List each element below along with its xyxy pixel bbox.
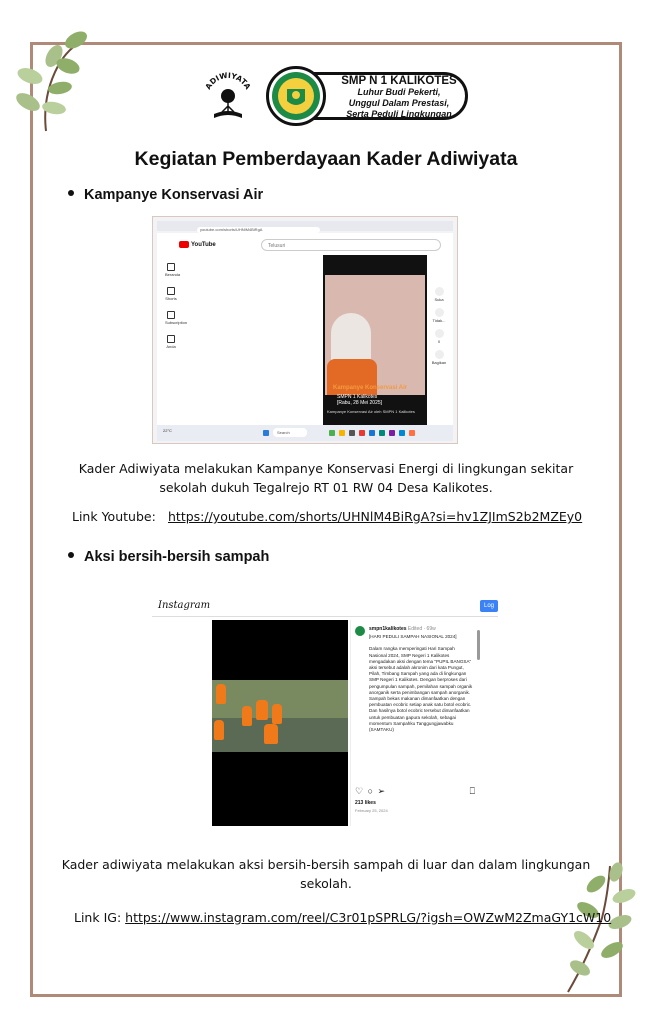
- post-date: February 25, 2024: [355, 808, 388, 813]
- app-icon: [339, 430, 345, 436]
- bookmark-icon: ⎕: [469, 786, 475, 796]
- video-caption-desc: Kampanye Konservasi Air oleh SMPN 1 Kalikotes: [327, 409, 415, 414]
- share-icon: ➢: [377, 786, 386, 796]
- dislike-icon: [435, 308, 444, 317]
- instagram-link-row: [74, 910, 611, 925]
- adiwiyata-logo: [200, 68, 256, 124]
- weather-text: 22°C: [163, 428, 172, 433]
- motto-line: Unggul Dalam Prestasi,: [348, 98, 450, 108]
- page-title: Kegiatan Pemberdayaan Kader Adiwiyata: [134, 148, 518, 170]
- svg-text:ADIWIYATA: [203, 71, 252, 92]
- adiwiyata-logo-text: ADIWIYATA: [203, 70, 253, 92]
- section-description: Kader Adiwiyata melakukan Kampanye Konservasi Energi di lingkungan sekitar sekolah dukuh Tegalrejo RT 01 RW 04 Desa Kalikotes.: [78, 461, 574, 495]
- video-actions: Suka Tidak... 0 Bagikan: [429, 281, 449, 365]
- section-description: Kader adiwiyata melakukan aksi bersih-bersih sampah di luar dan dalam lingkungan sekolah.: [61, 857, 591, 891]
- likes-count: 213 likes: [355, 800, 376, 806]
- school-badge: [266, 66, 472, 126]
- play-icon: [179, 241, 189, 248]
- post-username: smpn1kalikotes Edited · 69w: [369, 626, 436, 632]
- instagram-screenshot: [152, 596, 498, 828]
- instagram-link[interactable]: https://www.instagram.com/reel/C3r01pSPRLG/?igsh=OWZwM2ZmaGY1cW10: [125, 910, 612, 925]
- comment-icon: [435, 329, 444, 338]
- heart-icon: ♡: [355, 786, 364, 796]
- sidebar-item: Anda: [165, 335, 177, 349]
- bullet-icon: [68, 190, 74, 196]
- link-label: Link Youtube:: [72, 509, 156, 524]
- login-button: Log: [480, 600, 498, 612]
- sidebar-item: Shorts: [165, 287, 177, 301]
- video-caption-date: [Rabu, 28 Mei 2025]: [337, 400, 383, 406]
- taskbar-search: Search: [273, 428, 307, 437]
- taskbar: [157, 425, 453, 441]
- link-label: Link IG:: [74, 910, 122, 925]
- youtube-link-row: [72, 509, 582, 524]
- school-name: SMP N 1 KALIKOTES: [341, 75, 457, 87]
- scrollbar: [477, 630, 480, 660]
- post-caption: [HARI PEDULI SAMPAH NASIONAL 2024] Dalam rangka memperingati Hari Sampah Nasional 2024, SMP Negeri 1 Kalikotes mengadakan aksi dengan tema "PUPIL BANGSA" aksi tersebut adalah akronim dari kata Pungut, Pilah, Timbang Sampah yang ada di lingkungan SMP Negeri 1 Kalikotes. Dengan berproses dari pengumpulan sampah, pemilahan sampah organik anorganik serta penimbangan sampah anorganik. Sampah bekas makanan dimanfaatkan dengan pembuatan ecobric setiap anak satu botol ecobric. Dan hasilnya botol ecobric tersebut dimanfaatkan untuk pembuatan gapura sekolah, sebagai momentum Sampahku Tanggungjawabku (SAMTAKU): [369, 634, 473, 733]
- motto-line: Luhur Budi Pekerti,: [357, 87, 441, 97]
- app-icon: [329, 430, 335, 436]
- reel-video: [212, 620, 348, 826]
- video-caption-school: SMPN 1 Kalikotes: [337, 394, 378, 400]
- user-icon: [167, 335, 175, 343]
- section-heading: Aksi bersih-bersih sampah: [68, 549, 269, 565]
- app-icon: [409, 430, 415, 436]
- sidebar-item: Beranda: [165, 263, 177, 277]
- leaf-branch-icon: [6, 26, 96, 136]
- video-frame: [323, 255, 427, 425]
- app-icon: [379, 430, 385, 436]
- youtube-screenshot: [152, 216, 458, 444]
- share-icon: [435, 350, 444, 359]
- section-heading: Kampanye Konservasi Air: [68, 187, 263, 203]
- like-icon: [435, 287, 444, 296]
- windows-icon: [263, 430, 269, 436]
- browser-chrome: [157, 221, 453, 231]
- post-panel: [350, 620, 483, 826]
- address-bar: youtube.com/shorts/UHNlM4BiRgA: [197, 227, 320, 233]
- youtube-logo: YouTube: [179, 241, 216, 248]
- motto-line: Serta Peduli Lingkungan: [346, 109, 452, 119]
- app-icon: [349, 430, 355, 436]
- bullet-icon: [68, 552, 74, 558]
- app-icon: [369, 430, 375, 436]
- search-input: Telusuri: [261, 239, 441, 251]
- avatar: [355, 626, 365, 636]
- youtube-link[interactable]: https://youtube.com/shorts/UHNlM4BiRgA?si=hv1ZJImS2b2MZEy0: [168, 509, 583, 524]
- app-icon: [359, 430, 365, 436]
- sidebar-item: Subscription: [165, 311, 177, 325]
- subscription-icon: [167, 311, 175, 319]
- app-icon: [399, 430, 405, 436]
- video-caption-title: Kampanye Konservasi Air: [333, 385, 408, 391]
- instagram-logo: Instagram: [158, 600, 211, 611]
- school-emblem-icon: [266, 66, 326, 126]
- comment-icon: ○: [367, 786, 374, 796]
- shorts-icon: [167, 287, 175, 295]
- app-icon: [389, 430, 395, 436]
- home-icon: [167, 263, 175, 271]
